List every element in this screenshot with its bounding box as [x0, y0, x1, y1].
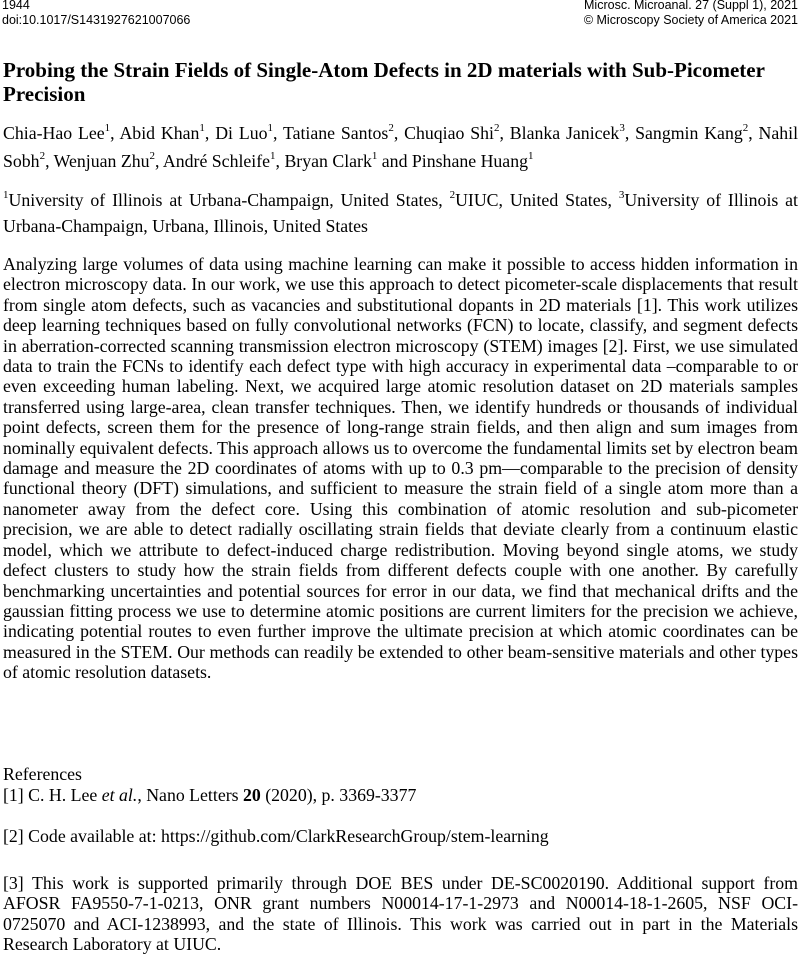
affiliation: $^3$University of Illinois at Urbana-Champaign, Urbana, Illinois, United States: [3, 189, 798, 236]
author: Bryan Clark$^1$ and: [284, 150, 412, 171]
author: Di Luo$^1$,: [215, 122, 283, 143]
page-number: 1944: [2, 0, 30, 12]
page-header-right: [584, 0, 798, 28]
author: André Schleife$^1$,: [162, 150, 285, 171]
copyright: © Microscopy Society of America 2021: [583, 13, 798, 27]
author: Tatiane Santos$^2$,: [282, 122, 405, 143]
author: Abid Khan$^1$,: [119, 122, 216, 143]
affiliation: $^2$UIUC, United States,: [449, 189, 619, 210]
page-header-left: [2, 0, 190, 28]
author: Sangmin Kang$^2$,: [635, 122, 759, 143]
author: Wenjuan Zhu$^2$,: [53, 150, 163, 171]
affiliations: [3, 187, 798, 239]
author: Blanka Janicek$^3$,: [509, 122, 636, 143]
affiliation: $^1$University of Illinois at Urbana-Champaign, United States,: [3, 189, 450, 210]
reference-1: [1] C. H. Lee et al., Nano Letters 20 (2020), p. 3369-3377: [3, 785, 417, 805]
doi: doi:10.1017/S1431927621007066: [2, 13, 191, 27]
author: Nahil Sobh$^2$,: [3, 123, 799, 171]
author: Pinshane Huang$^1$: [411, 150, 534, 171]
references-heading: References: [3, 764, 82, 784]
author-list: [3, 119, 798, 175]
journal-citation: Microsc. Microanal. 27 (Suppl 1), 2021: [584, 0, 798, 12]
author: Chuqiao Shi$^2$,: [404, 122, 510, 143]
reference-2: [2] Code available at: https://github.com/ClarkResearchGroup/stem-learning: [3, 826, 549, 846]
reference-3: [3] This work is supported primarily through DOE BES under DE-SC0020190. Additional support from AFOSR FA9550-7-1-0213, ONR grant numbers N00014-17-1-2973 and N00014-18-1-2605, NSF OCI-0725070 and ACI-1238993, and the state of Illinois. This work was carried out in part in the Materials Research Laboratory at UIUC.: [3, 873, 798, 955]
author: Chia-Hao Lee$^1$,: [3, 122, 120, 143]
abstract-body: Analyzing large volumes of data using machine learning can make it possible to access hidden information in electron microscopy data. In our work, we use this approach to detect picometer-scale displacements that result from single atom defects, such as vacancies and substitutional dopants in 2D materials [1]. This work utilizes deep learning techniques based on fully convolutional networks (FCN) to locate, classify, and segment defects in aberration-corrected scanning transmission electron microscopy (STEM) images [2]. First, we use simulated data to train the FCNs to identify each defect type with high accuracy in experimental data –comparable to or even exceeding human labeling. Next, we acquired large atomic resolution dataset on 2D materials samples transferred using large-area, clean transfer techniques. Then, we identify hundreds or thousands of individual point defects, screen them for the presence of long-range strain fields, and then align and sum images from nominally equivalent defects. This approach allows us to overcome the fundamental limits set by electron beam damage and measure the 2D coordinates of atoms with up to 0.3 pm—comparable to the precision of density functional theory (DFT) simulations, and sufficient to measure the strain field of a single atom more than a nanometer away from the defect core. Using this combination of atomic resolution and sub-picometer precision, we are able to detect radially oscillating strain fields that deviate clearly from a continuum elastic model, which we attribute to defect-induced charge redistribution. Moving beyond single atoms, we study defect clusters to study how the strain fields from different defects couple with one another. By carefully benchmarking uncertainties and potential sources for error in our data, we find that mechanical drifts and the gaussian fitting process we use to determine atomic positions are current limiters for the precision we achieve, indicating potential routes to even further improve the ultimate precision at which atomic coordinates can be measured in the STEM. Our methods can readily be extended to other beam-sensitive materials and other types of atomic resolution datasets.: [3, 254, 798, 683]
paper-title: Probing the Strain Fields of Single-Atom Defects in 2D materials with Sub-Picometer Precision: [3, 58, 765, 106]
